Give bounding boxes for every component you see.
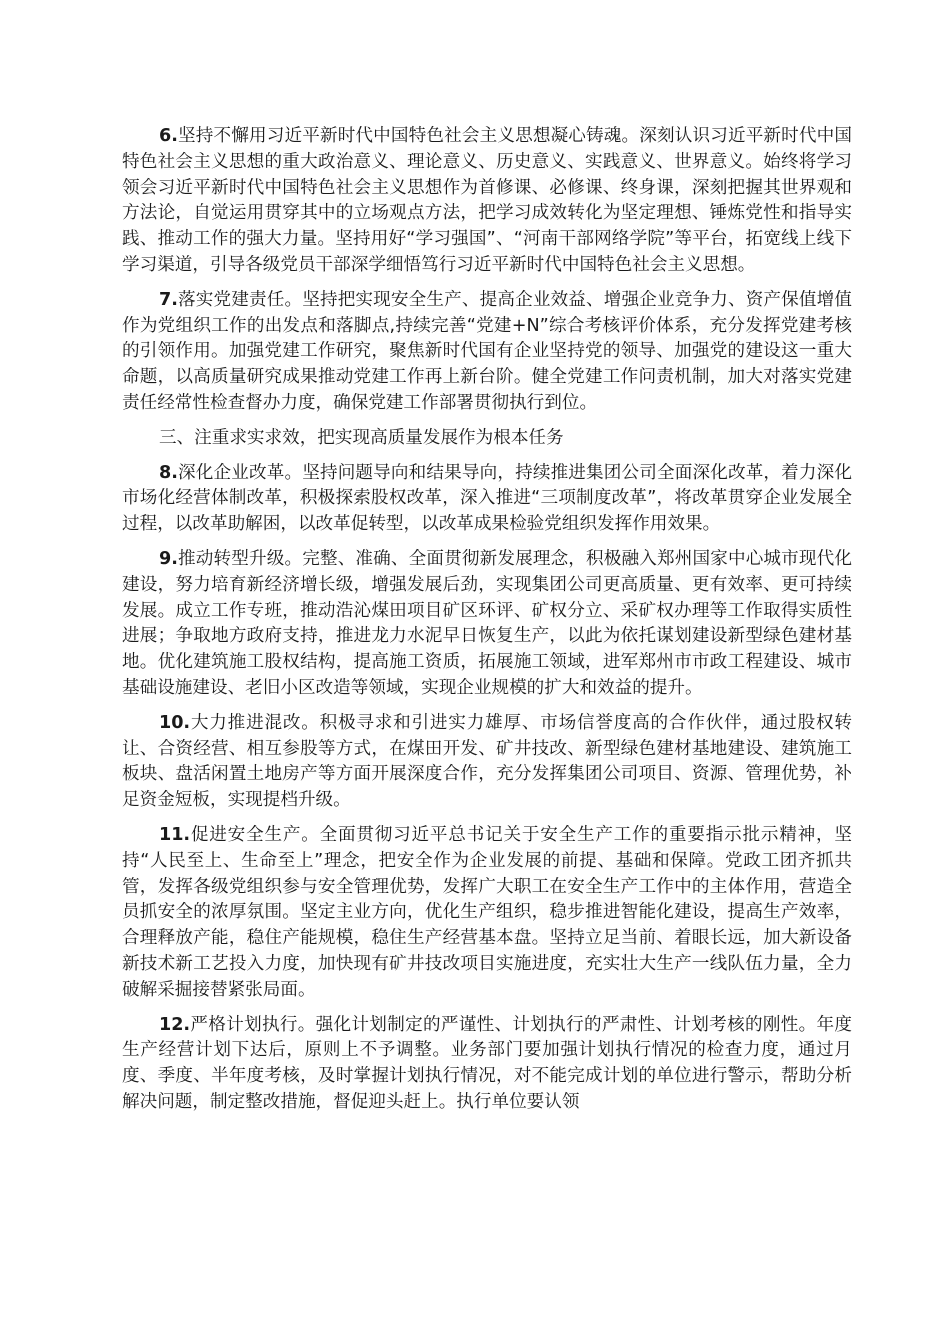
paragraph-text: 落实党建责任。坚持把实现安全生产、提高企业效益、增强企业竞争力、资产保值增值作为党组织工作的出发点和落脚点,持续完善“党建+N”综合考核评价体系，充分发挥党建考核的引领作用。加强党建工作研究，聚焦新时代国有企业坚持党的领导、加强党的建设这一重大命题，以高质量研究成果推动党建工作再上新台阶。健全党建工作问责机制，加大对落实党建责任经常性检查督办力度，确保党建工作部署贯彻执行到位。 bbox=[122, 289, 852, 413]
paragraph-11 bbox=[122, 823, 852, 1004]
paragraph-12 bbox=[122, 1013, 852, 1116]
paragraph-number: 9. bbox=[158, 548, 178, 569]
paragraph-10 bbox=[122, 711, 852, 814]
paragraph-text: 大力推进混改。积极寻求和引进实力雄厚、市场信誉度高的合作伙伴，通过股权转让、合资经营、相互参股等方式，在煤田开发、矿井技改、新型绿色建材基地建设、建筑施工板块、盘活闲置土地房产等方面开展深度合作，充分发挥集团公司项目、资源、管理优势，补足资金短板，实现提档升级。 bbox=[122, 712, 852, 811]
paragraph-number: 12. bbox=[158, 1014, 191, 1035]
paragraph-text: 深化企业改革。坚持问题导向和结果导向，持续推进集团公司全面深化改革，着力深化市场化经营体制改革，积极探索股权改革，深入推进“三项制度改革”，将改革贯穿企业发展全过程，以改革助解困，以改革促转型，以改革成果检验党组织发挥作用效果。 bbox=[122, 462, 852, 535]
paragraph-6 bbox=[122, 124, 852, 279]
paragraph-number: 11. bbox=[158, 824, 191, 845]
paragraph-9 bbox=[122, 547, 852, 702]
section-heading: 三、注重求实求效，把实现高质量发展作为根本任务 bbox=[158, 427, 564, 448]
paragraph-number: 7. bbox=[158, 289, 178, 310]
paragraph-text: 严格计划执行。强化计划制定的严谨性、计划执行的严肃性、计划考核的刚性。年度生产经营计划下达后，原则上不予调整。业务部门要加强计划执行情况的检查力度，通过月度、季度、半年度考核，及时掌握计划执行情况，对不能完成计划的单位进行警示，帮助分析解决问题，制定整改措施，督促迎头赶上。执行单位要认领 bbox=[122, 1014, 852, 1112]
paragraph-text: 促进安全生产。全面贯彻习近平总书记关于安全生产工作的重要指示批示精神，坚持“人民至上、生命至上”理念，把安全作为企业发展的前提、基础和保障。党政工团齐抓共管，发挥各级党组织参与安全管理优势，发挥广大职工在安全生产工作中的主体作用，营造全员抓安全的浓厚氛围。坚定主业方向，优化生产组织，稳步推进智能化建设，提高生产效率，合理释放产能，稳住产能规模，稳住生产经营基本盘。坚持立足当前、着眼长远，加大新设备新技术新工艺投入力度，加快现有矿井技改项目实施进度，充实壮大生产一线队伍力量，全力破解采掘接替紧张局面。 bbox=[122, 824, 852, 1000]
paragraph-number: 6. bbox=[158, 126, 178, 146]
paragraph-7 bbox=[122, 288, 852, 417]
paragraph-8 bbox=[122, 461, 852, 538]
paragraph-text: 推动转型升级。完整、准确、全面贯彻新发展理念，积极融入郑州国家中心城市现代化建设，努力培育新经济增长级，增强发展后劲，实现集团公司更高质量、更有效率、更可持续发展。成立工作专班，推动浩沁煤田项目矿区环评、矿权分立、采矿权办理等工作取得实质性进展；争取地方政府支持，推进龙力水泥早日恢复生产，以此为依托谋划建设新型绿色建材基地。优化建筑施工股权结构，提高施工资质，拓展施工领域，进军郑州市市政工程建设、城市基础设施建设、老旧小区改造等领域，实现企业规模的扩大和效益的提升。 bbox=[122, 548, 852, 698]
paragraph-number: 8. bbox=[158, 462, 178, 483]
paragraph-number: 10. bbox=[158, 712, 191, 733]
paragraph-text: 坚持不懈用习近平新时代中国特色社会主义思想凝心铸魂。深刻认识习近平新时代中国特色社会主义思想的重大政治意义、理论意义、历史意义、实践意义、世界意义。始终将学习领会习近平新时代中国特色社会主义思想作为首修课、必修课、终身课，深刻把握其世界观和方法论，自觉运用贯穿其中的立场观点方法，把学习成效转化为坚定理想、锤炼党性和指导实践、推动工作的强大力量。坚持用好“学习强国”、“河南干部网络学院”等平台，拓宽线上线下学习渠道，引导各级党员干部深学细悟笃行习近平新时代中国特色社会主义思想。 bbox=[122, 126, 852, 275]
document-page bbox=[122, 124, 852, 1125]
